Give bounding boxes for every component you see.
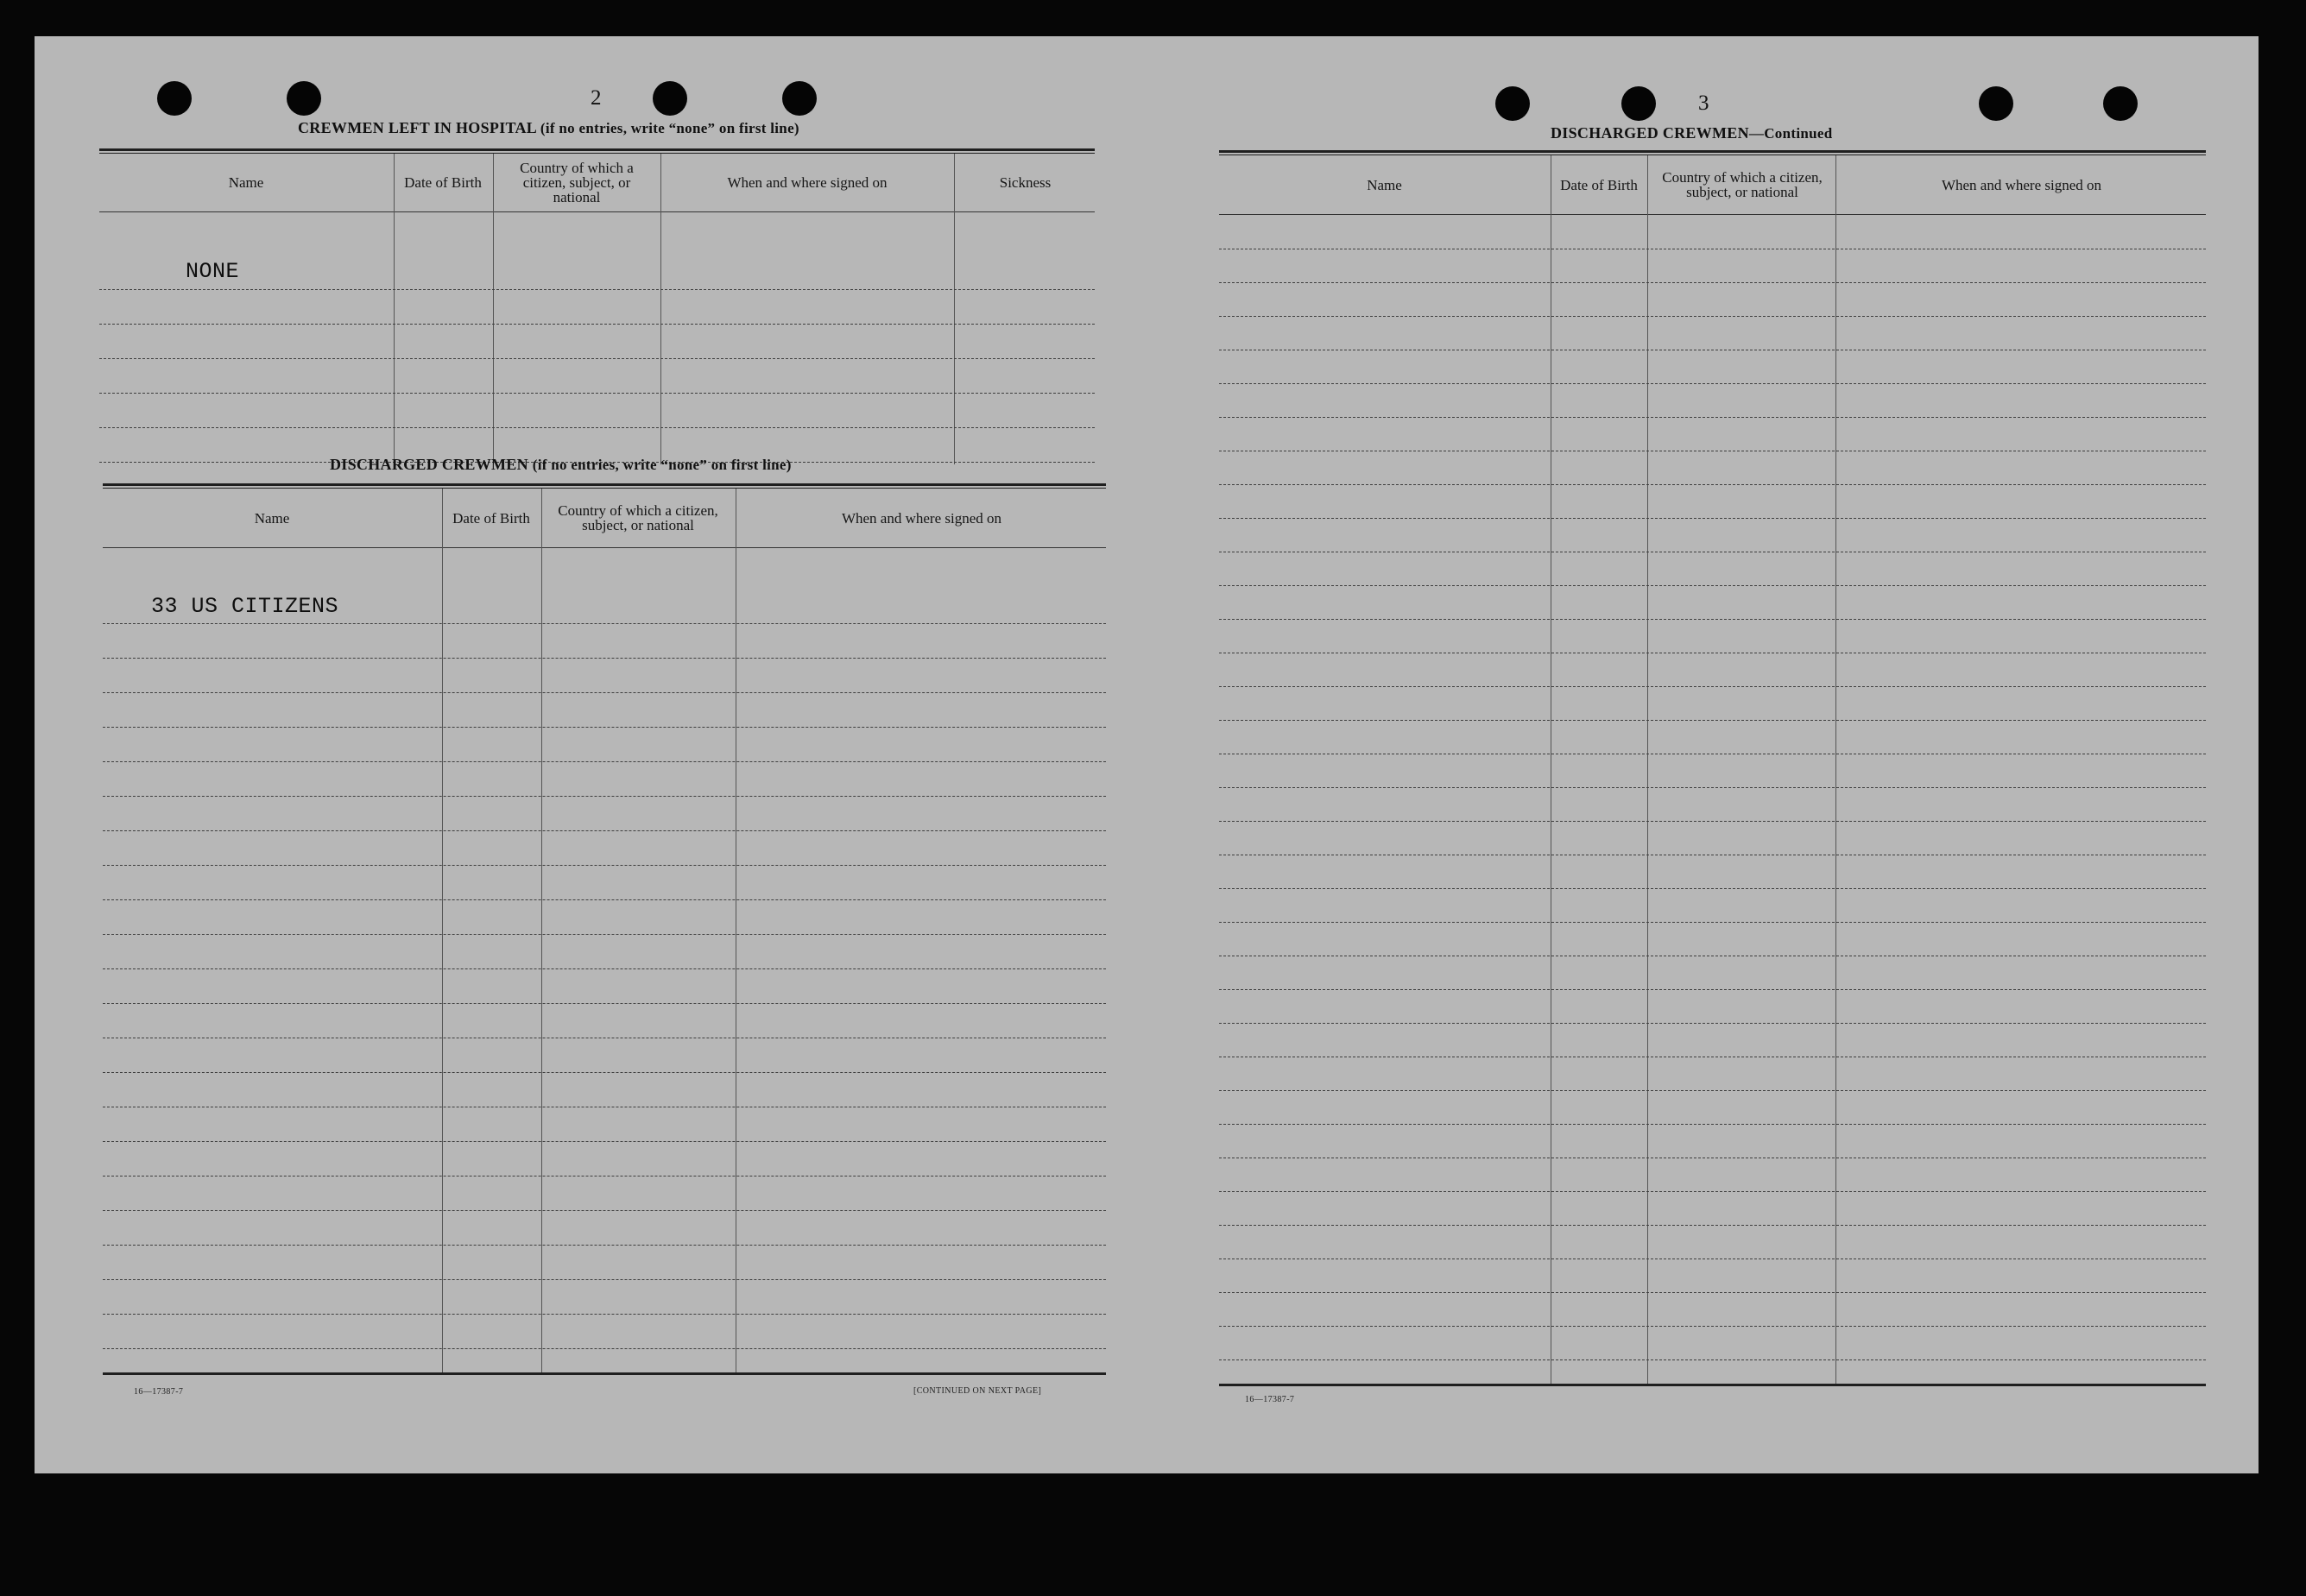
form-number-right: 16—17387-7	[1245, 1395, 1295, 1404]
punch-hole	[653, 81, 687, 116]
form-number-left: 16—17387-7	[134, 1387, 184, 1397]
page-number-right: 3	[1698, 91, 1709, 115]
continued-col-name: Name	[1367, 176, 1402, 193]
punch-hole	[287, 81, 321, 116]
discharged-continued-table	[1219, 150, 2206, 1386]
document-sheet	[35, 36, 2259, 1473]
punch-hole	[1621, 86, 1656, 121]
hospital-section-title	[298, 119, 799, 137]
punch-hole	[2103, 86, 2138, 121]
page-number-left: 2	[591, 86, 602, 110]
hospital-col-name: Name	[228, 174, 264, 191]
hospital-col-dob: Date of Birth	[404, 174, 482, 191]
hospital-instruction: (if no entries, write “none” on first line)	[540, 120, 799, 136]
continued-note: [CONTINUED ON NEXT PAGE]	[913, 1386, 1042, 1396]
discharged-col-dob: Date of Birth	[452, 509, 530, 527]
discharged-continued-suffix: —Continued	[1748, 125, 1833, 142]
continued-col-signed: When and where signed on	[1941, 176, 2102, 193]
hospital-col-sickness: Sickness	[999, 174, 1052, 191]
hospital-col-signed: When and where signed on	[727, 174, 888, 191]
discharged-continued-title	[1551, 124, 1832, 142]
punch-hole	[157, 81, 192, 116]
discharged-instruction: (if no entries, write “none” on first line)	[532, 457, 792, 473]
punch-hole	[782, 81, 817, 116]
hospital-title: CREWMEN LEFT IN HOSPITAL	[298, 119, 537, 136]
hospital-table	[99, 148, 1095, 464]
hospital-col-country: Country of which a citizen, subject, or national	[520, 160, 634, 205]
discharged-col-name: Name	[254, 509, 290, 527]
hospital-entry-none: NONE	[186, 259, 240, 284]
continued-col-country: Country of which a citizen, subject, or national	[1662, 169, 1823, 200]
discharged-col-country: Country of which a citizen, subject, or national	[558, 502, 718, 533]
punch-hole	[1495, 86, 1530, 121]
discharged-section-title	[330, 456, 792, 474]
discharged-title: DISCHARGED CREWMEN	[330, 456, 528, 473]
discharged-continued-main: DISCHARGED CREWMEN	[1551, 124, 1749, 142]
discharged-table	[103, 483, 1106, 1377]
continued-col-dob: Date of Birth	[1560, 176, 1638, 193]
discharged-entry-33-us-citizens: 33 US CITIZENS	[151, 594, 339, 619]
punch-hole	[1979, 86, 2013, 121]
discharged-col-signed: When and where signed on	[841, 509, 1002, 527]
